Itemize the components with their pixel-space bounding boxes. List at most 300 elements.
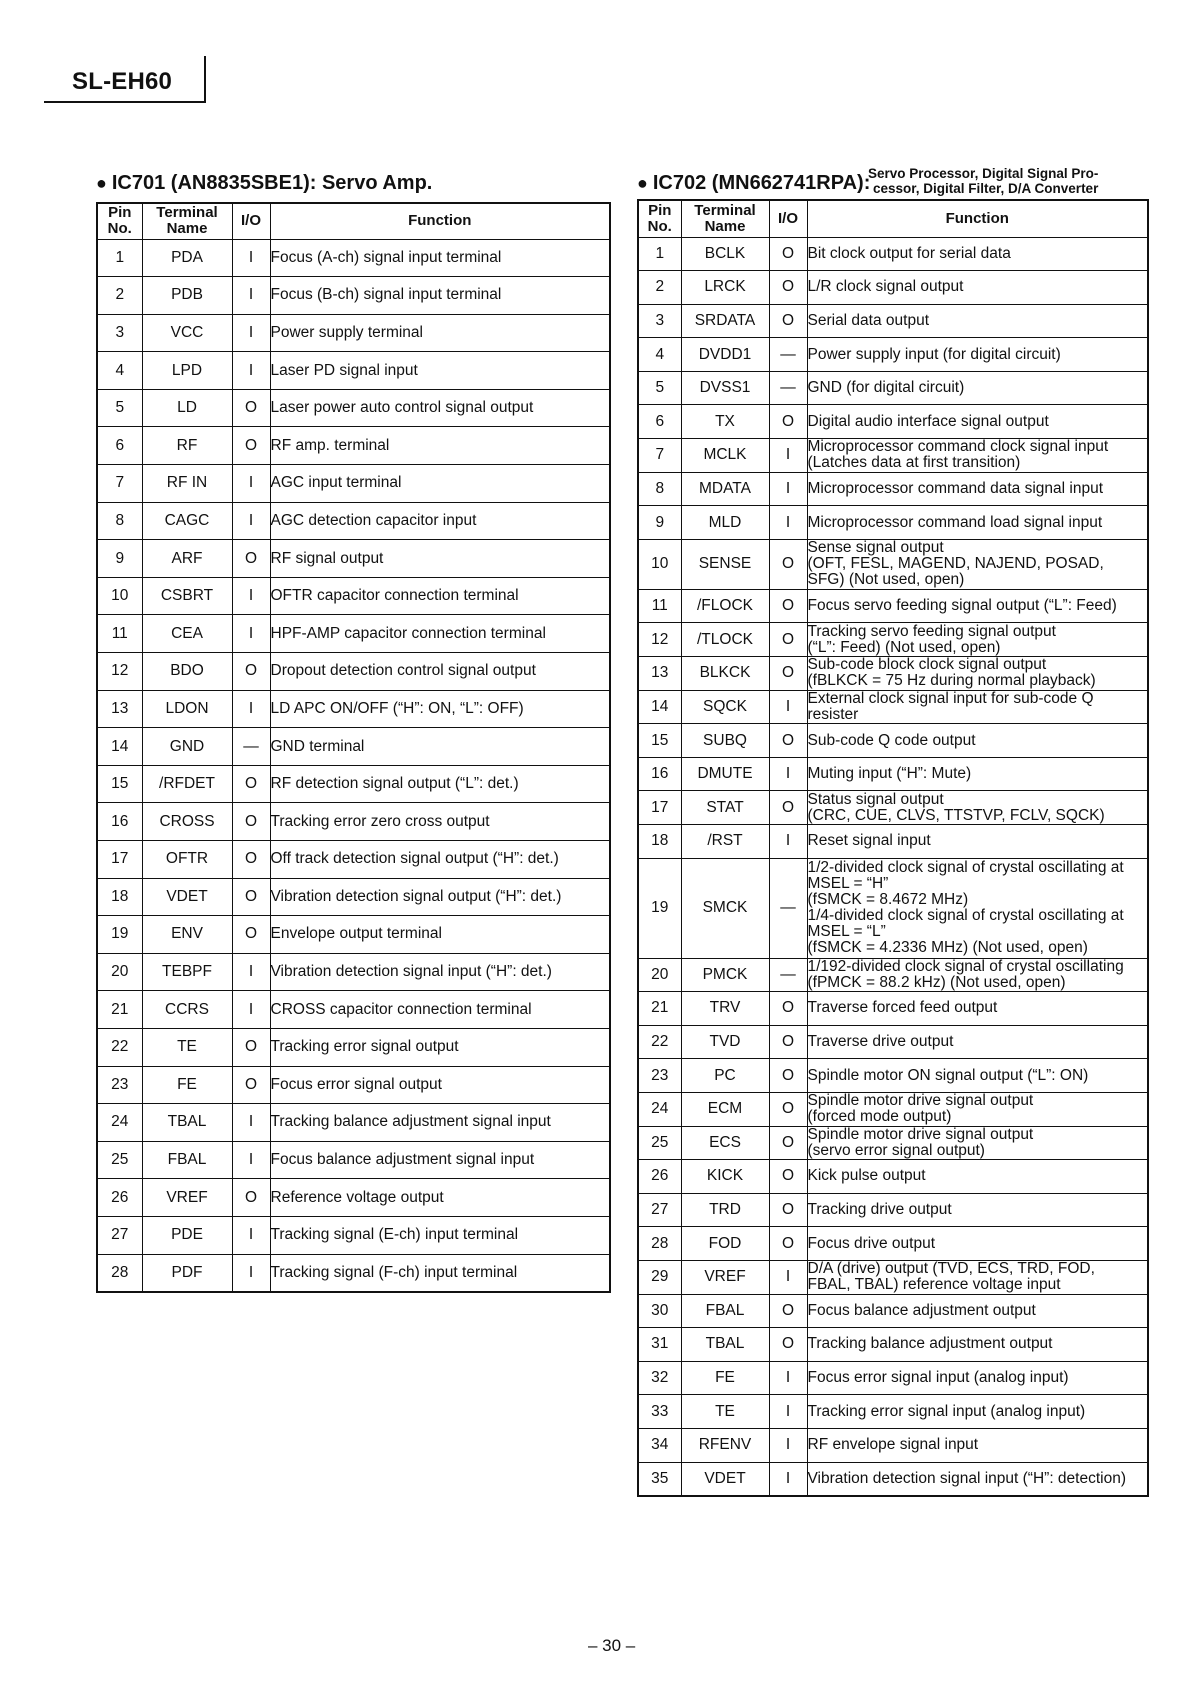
function-text: RF detection signal output (“L”: det.) bbox=[270, 775, 519, 793]
function-text: RF amp. terminal bbox=[270, 436, 390, 454]
function-text: L/R clock signal output bbox=[807, 278, 964, 296]
pin-no-cell: 10 bbox=[97, 577, 142, 615]
function-cell bbox=[807, 623, 1148, 657]
io-cell: O bbox=[769, 1193, 807, 1227]
function-cell bbox=[807, 539, 1148, 589]
function-text: Focus balance adjustment output bbox=[807, 1301, 1036, 1319]
function-cell bbox=[807, 405, 1148, 439]
table-row bbox=[97, 878, 610, 916]
terminal-name-cell: TVD bbox=[681, 1025, 769, 1059]
function-cell bbox=[807, 690, 1148, 724]
table-row bbox=[97, 765, 610, 803]
io-cell: O bbox=[769, 237, 807, 271]
function-text: Power supply terminal bbox=[270, 323, 423, 341]
function-cell bbox=[270, 352, 610, 390]
terminal-name-cell: GND bbox=[142, 728, 232, 766]
io-cell: O bbox=[769, 724, 807, 758]
io-cell: O bbox=[232, 427, 270, 465]
terminal-name-cell: CAGC bbox=[142, 502, 232, 540]
terminal-name-cell: STAT bbox=[681, 791, 769, 825]
function-text: (Latches data at first transition) bbox=[807, 454, 1021, 472]
table-row bbox=[638, 1059, 1148, 1093]
function-cell bbox=[270, 1179, 610, 1217]
io-cell: O bbox=[769, 791, 807, 825]
pin-no-cell: 11 bbox=[97, 615, 142, 653]
function-cell bbox=[807, 271, 1148, 305]
table-row bbox=[638, 724, 1148, 758]
function-cell bbox=[270, 1216, 610, 1254]
function-text: (servo error signal output) bbox=[807, 1141, 985, 1159]
io-cell: O bbox=[769, 1059, 807, 1093]
terminal-name-header: Terminal Name bbox=[681, 200, 769, 237]
bullet-icon: ● bbox=[637, 173, 648, 193]
table-row bbox=[638, 1160, 1148, 1194]
function-text: Focus (A-ch) signal input terminal bbox=[270, 248, 502, 266]
io-cell: — bbox=[769, 338, 807, 372]
terminal-name-cell: VREF bbox=[142, 1179, 232, 1217]
terminal-name-cell: TE bbox=[142, 1028, 232, 1066]
ic701-title bbox=[96, 172, 432, 194]
terminal-name-cell: RF IN bbox=[142, 465, 232, 503]
function-cell bbox=[270, 878, 610, 916]
function-text: HPF-AMP capacitor connection terminal bbox=[270, 624, 546, 642]
function-header: Function bbox=[807, 200, 1148, 237]
model-name: SL-EH60 bbox=[72, 68, 173, 95]
terminal-name-cell: ECS bbox=[681, 1126, 769, 1160]
io-cell: I bbox=[769, 506, 807, 540]
pin-no-cell: 16 bbox=[97, 803, 142, 841]
function-text: (fBLKCK = 75 Hz during normal playback) bbox=[807, 672, 1096, 690]
function-cell bbox=[270, 465, 610, 503]
terminal-name-cell: OFTR bbox=[142, 841, 232, 879]
table-row bbox=[638, 791, 1148, 825]
io-cell: I bbox=[769, 1260, 807, 1294]
table-row bbox=[97, 1028, 610, 1066]
function-text: (“L”: Feed) (Not used, open) bbox=[807, 638, 1001, 656]
function-header: Function bbox=[270, 203, 610, 239]
terminal-name-cell: PMCK bbox=[681, 958, 769, 992]
terminal-name-cell: ARF bbox=[142, 540, 232, 578]
function-cell bbox=[807, 1462, 1148, 1496]
function-text: Muting input (“H”: Mute) bbox=[807, 765, 972, 783]
pin-no-cell: 15 bbox=[97, 765, 142, 803]
table-row bbox=[638, 405, 1148, 439]
pin-no-cell: 19 bbox=[638, 858, 681, 958]
terminal-name-cell: CEA bbox=[142, 615, 232, 653]
io-header: I/O bbox=[769, 200, 807, 237]
function-text: Spindle motor drive signal output bbox=[807, 1125, 1034, 1143]
pin-no-cell: 2 bbox=[97, 277, 142, 315]
function-text: Envelope output terminal bbox=[270, 925, 442, 943]
function-cell bbox=[807, 1059, 1148, 1093]
ic702-title bbox=[637, 172, 870, 194]
function-cell bbox=[807, 1260, 1148, 1294]
function-text: Spindle motor ON signal output (“L”: ON) bbox=[807, 1066, 1089, 1084]
table-row bbox=[638, 589, 1148, 623]
terminal-name-cell: SMCK bbox=[681, 858, 769, 958]
terminal-name-cell: TRD bbox=[681, 1193, 769, 1227]
io-cell: I bbox=[232, 502, 270, 540]
io-cell: O bbox=[769, 1126, 807, 1160]
io-cell: O bbox=[232, 653, 270, 691]
function-cell bbox=[807, 237, 1148, 271]
function-text: (fSMCK = 4.2336 MHz) (Not used, open) bbox=[807, 939, 1088, 957]
function-text: Tracking servo feeding signal output bbox=[807, 622, 1056, 640]
pin-no-cell: 9 bbox=[97, 540, 142, 578]
function-text: Tracking signal (E-ch) input terminal bbox=[270, 1226, 519, 1244]
function-cell bbox=[807, 1328, 1148, 1362]
io-cell: O bbox=[769, 1025, 807, 1059]
pin-no-cell: 2 bbox=[638, 271, 681, 305]
pin-no-cell: 25 bbox=[638, 1126, 681, 1160]
table-row bbox=[97, 653, 610, 691]
function-cell bbox=[807, 1395, 1148, 1429]
terminal-name-cell: CSBRT bbox=[142, 577, 232, 615]
table-row bbox=[97, 239, 610, 277]
function-text: Status signal output bbox=[807, 790, 944, 808]
function-cell bbox=[807, 825, 1148, 859]
io-cell: O bbox=[769, 271, 807, 305]
table-row bbox=[638, 237, 1148, 271]
pin-no-cell: 29 bbox=[638, 1260, 681, 1294]
io-cell: I bbox=[232, 690, 270, 728]
io-cell: I bbox=[232, 953, 270, 991]
terminal-name-cell: LDON bbox=[142, 690, 232, 728]
table-row bbox=[97, 540, 610, 578]
pin-no-cell: 15 bbox=[638, 724, 681, 758]
table-row bbox=[97, 1254, 610, 1292]
terminal-name-cell: /FLOCK bbox=[681, 589, 769, 623]
pin-no-cell: 8 bbox=[97, 502, 142, 540]
io-cell: I bbox=[232, 352, 270, 390]
terminal-name-cell: RF bbox=[142, 427, 232, 465]
function-text: 1/192-divided clock signal of crystal oscillating bbox=[807, 957, 1124, 975]
terminal-name-header: Terminal Name bbox=[142, 203, 232, 239]
pin-no-cell: 18 bbox=[638, 825, 681, 859]
function-text: Kick pulse output bbox=[807, 1167, 926, 1185]
function-text: (fPMCK = 88.2 kHz) (Not used, open) bbox=[807, 973, 1066, 991]
pin-no-cell: 16 bbox=[638, 757, 681, 791]
pin-no-cell: 31 bbox=[638, 1328, 681, 1362]
io-cell: O bbox=[769, 539, 807, 589]
ic701-pin-table bbox=[96, 202, 611, 1293]
function-cell bbox=[807, 589, 1148, 623]
function-text: Focus error signal input (analog input) bbox=[807, 1369, 1069, 1387]
io-cell: — bbox=[769, 371, 807, 405]
table-row bbox=[638, 1227, 1148, 1261]
io-cell: O bbox=[232, 1066, 270, 1104]
pin-no-cell: 19 bbox=[97, 916, 142, 954]
function-text: LD APC ON/OFF (“H”: ON, “L”: OFF) bbox=[270, 699, 524, 717]
io-cell: O bbox=[232, 916, 270, 954]
pin-no-cell: 17 bbox=[97, 841, 142, 879]
function-text: Tracking error signal output bbox=[270, 1038, 459, 1056]
io-cell: O bbox=[769, 1328, 807, 1362]
function-cell bbox=[270, 577, 610, 615]
io-cell: I bbox=[232, 991, 270, 1029]
table-row bbox=[97, 465, 610, 503]
io-cell: I bbox=[769, 757, 807, 791]
io-cell: O bbox=[769, 1294, 807, 1328]
pin-no-cell: 3 bbox=[97, 314, 142, 352]
io-cell: O bbox=[769, 1227, 807, 1261]
pin-no-cell: 28 bbox=[638, 1227, 681, 1261]
table-row bbox=[638, 992, 1148, 1026]
function-text: FBAL, TBAL) reference voltage input bbox=[807, 1276, 1061, 1294]
terminal-name-cell: LPD bbox=[142, 352, 232, 390]
pin-no-cell: 1 bbox=[638, 237, 681, 271]
function-cell bbox=[270, 427, 610, 465]
function-cell bbox=[807, 472, 1148, 506]
ic702-description-line2: cessor, Digital Filter, D/A Converter bbox=[873, 181, 1099, 196]
table-header-row bbox=[638, 200, 1148, 237]
io-cell: O bbox=[232, 1028, 270, 1066]
table-row bbox=[97, 803, 610, 841]
ic702-description bbox=[868, 166, 1098, 196]
function-text: Digital audio interface signal output bbox=[807, 412, 1049, 430]
function-cell bbox=[270, 991, 610, 1029]
table-row bbox=[638, 1328, 1148, 1362]
io-cell: — bbox=[769, 858, 807, 958]
terminal-name-cell: DVDD1 bbox=[681, 338, 769, 372]
terminal-name-cell: PDA bbox=[142, 239, 232, 277]
function-text: Tracking signal (F-ch) input terminal bbox=[270, 1263, 518, 1281]
table-row bbox=[638, 958, 1148, 992]
io-cell: O bbox=[232, 765, 270, 803]
io-cell: I bbox=[769, 439, 807, 473]
io-cell: O bbox=[232, 389, 270, 427]
table-row bbox=[638, 690, 1148, 724]
function-cell bbox=[270, 1066, 610, 1104]
io-cell: I bbox=[232, 239, 270, 277]
function-cell bbox=[270, 389, 610, 427]
pin-no-cell: 20 bbox=[97, 953, 142, 991]
function-cell bbox=[807, 1126, 1148, 1160]
terminal-name-cell: TBAL bbox=[142, 1104, 232, 1142]
pin-no-cell: 18 bbox=[97, 878, 142, 916]
pin-no-cell: 13 bbox=[638, 657, 681, 691]
terminal-name-cell: /RST bbox=[681, 825, 769, 859]
function-text: GND terminal bbox=[270, 737, 365, 755]
function-cell bbox=[807, 439, 1148, 473]
io-cell: I bbox=[769, 1428, 807, 1462]
table-row bbox=[638, 757, 1148, 791]
table-row bbox=[638, 1092, 1148, 1126]
io-cell: I bbox=[232, 577, 270, 615]
io-cell: I bbox=[232, 314, 270, 352]
function-text: (CRC, CUE, CLVS, TTSTVP, FCLV, SQCK) bbox=[807, 806, 1105, 824]
table-row bbox=[97, 577, 610, 615]
pin-no-cell: 23 bbox=[638, 1059, 681, 1093]
io-cell: O bbox=[769, 304, 807, 338]
table-row bbox=[638, 1025, 1148, 1059]
terminal-name-cell: BDO bbox=[142, 653, 232, 691]
function-text: Vibration detection signal output (“H”: det.) bbox=[270, 887, 562, 905]
table-row bbox=[97, 389, 610, 427]
table-row bbox=[638, 439, 1148, 473]
pin-no-cell: 17 bbox=[638, 791, 681, 825]
table-row bbox=[97, 1104, 610, 1142]
pin-no-cell: 9 bbox=[638, 506, 681, 540]
function-cell bbox=[270, 728, 610, 766]
function-cell bbox=[807, 1092, 1148, 1126]
table-row bbox=[97, 427, 610, 465]
function-text: Microprocessor command clock signal input bbox=[807, 438, 1109, 456]
pin-no-header: Pin No. bbox=[638, 200, 681, 237]
io-cell: I bbox=[769, 825, 807, 859]
function-text: MSEL = “H” bbox=[807, 875, 889, 893]
function-text: Tracking drive output bbox=[807, 1201, 952, 1219]
terminal-name-cell: TBAL bbox=[681, 1328, 769, 1362]
pin-no-cell: 30 bbox=[638, 1294, 681, 1328]
table-row bbox=[97, 1141, 610, 1179]
function-cell bbox=[807, 992, 1148, 1026]
pin-no-cell: 1 bbox=[97, 239, 142, 277]
terminal-name-cell: ENV bbox=[142, 916, 232, 954]
function-cell bbox=[807, 724, 1148, 758]
terminal-name-cell: FE bbox=[681, 1361, 769, 1395]
table-row bbox=[97, 1216, 610, 1254]
terminal-name-cell: TX bbox=[681, 405, 769, 439]
table-row bbox=[97, 1179, 610, 1217]
function-text: Sub-code block clock signal output bbox=[807, 656, 1047, 674]
io-cell: O bbox=[232, 540, 270, 578]
function-text: RF envelope signal input bbox=[807, 1436, 979, 1454]
io-cell: — bbox=[232, 728, 270, 766]
io-cell: I bbox=[232, 615, 270, 653]
function-text: CROSS capacitor connection terminal bbox=[270, 1000, 532, 1018]
io-cell: I bbox=[232, 1104, 270, 1142]
table-row bbox=[638, 657, 1148, 691]
terminal-name-cell: VCC bbox=[142, 314, 232, 352]
table-row bbox=[97, 916, 610, 954]
function-cell bbox=[270, 1141, 610, 1179]
pin-no-cell: 26 bbox=[638, 1160, 681, 1194]
pin-no-cell: 22 bbox=[97, 1028, 142, 1066]
io-cell: O bbox=[769, 405, 807, 439]
function-text: 1/4-divided clock signal of crystal oscillating at bbox=[807, 907, 1124, 925]
pin-no-cell: 21 bbox=[638, 992, 681, 1026]
terminal-name-cell: SRDATA bbox=[681, 304, 769, 338]
function-cell bbox=[270, 502, 610, 540]
pin-no-cell: 12 bbox=[97, 653, 142, 691]
io-cell: — bbox=[769, 958, 807, 992]
io-cell: I bbox=[232, 465, 270, 503]
function-text: RF signal output bbox=[270, 549, 384, 567]
terminal-name-cell: FBAL bbox=[142, 1141, 232, 1179]
table-row bbox=[638, 1193, 1148, 1227]
pin-no-cell: 26 bbox=[97, 1179, 142, 1217]
pin-no-cell: 34 bbox=[638, 1428, 681, 1462]
function-text: (fSMCK = 8.4672 MHz) bbox=[807, 891, 969, 909]
pin-no-cell: 10 bbox=[638, 539, 681, 589]
function-text: Serial data output bbox=[807, 311, 930, 329]
function-text: Tracking balance adjustment signal input bbox=[270, 1113, 551, 1131]
function-text: Sub-code Q code output bbox=[807, 731, 976, 749]
terminal-name-cell: LD bbox=[142, 389, 232, 427]
io-cell: I bbox=[232, 1254, 270, 1292]
bullet-icon: ● bbox=[96, 173, 107, 193]
table-row bbox=[97, 615, 610, 653]
table-row bbox=[97, 728, 610, 766]
table-row bbox=[638, 506, 1148, 540]
function-text: Laser power auto control signal output bbox=[270, 399, 534, 417]
function-cell bbox=[270, 277, 610, 315]
io-cell: I bbox=[232, 1216, 270, 1254]
function-text: Microprocessor command load signal input bbox=[807, 513, 1103, 531]
io-cell: O bbox=[769, 992, 807, 1026]
table-row bbox=[638, 338, 1148, 372]
function-text: D/A (drive) output (TVD, ECS, TRD, FOD, bbox=[807, 1260, 1095, 1278]
table-row bbox=[97, 502, 610, 540]
function-text: Laser PD signal input bbox=[270, 361, 418, 379]
pin-no-cell: 14 bbox=[97, 728, 142, 766]
function-cell bbox=[270, 239, 610, 277]
io-cell: O bbox=[232, 841, 270, 879]
function-cell bbox=[270, 540, 610, 578]
pin-no-cell: 24 bbox=[97, 1104, 142, 1142]
function-text: MSEL = “L” bbox=[807, 923, 886, 941]
function-text: Focus balance adjustment signal input bbox=[270, 1151, 535, 1169]
function-cell bbox=[270, 1028, 610, 1066]
terminal-name-cell: TEBPF bbox=[142, 953, 232, 991]
function-cell bbox=[270, 765, 610, 803]
pin-no-cell: 32 bbox=[638, 1361, 681, 1395]
pin-no-header: Pin No. bbox=[97, 203, 142, 239]
function-cell bbox=[807, 1160, 1148, 1194]
terminal-name-cell: RFENV bbox=[681, 1428, 769, 1462]
function-cell bbox=[270, 916, 610, 954]
ic702-pin-table bbox=[637, 199, 1149, 1497]
function-text: OFTR capacitor connection terminal bbox=[270, 587, 519, 605]
function-text: Power supply input (for digital circuit) bbox=[807, 345, 1061, 363]
function-cell bbox=[807, 1025, 1148, 1059]
function-cell bbox=[270, 690, 610, 728]
pin-no-cell: 13 bbox=[97, 690, 142, 728]
function-text: Focus servo feeding signal output (“L”: Feed) bbox=[807, 597, 1117, 615]
table-row bbox=[638, 1428, 1148, 1462]
terminal-name-cell: TE bbox=[681, 1395, 769, 1429]
function-cell bbox=[270, 803, 610, 841]
terminal-name-cell: VDET bbox=[681, 1462, 769, 1496]
io-cell: I bbox=[769, 1395, 807, 1429]
function-text: 1/2-divided clock signal of crystal oscillating at bbox=[807, 859, 1124, 877]
io-cell: I bbox=[769, 1361, 807, 1395]
terminal-name-cell: VREF bbox=[681, 1260, 769, 1294]
io-cell: O bbox=[769, 623, 807, 657]
function-text: Bit clock output for serial data bbox=[807, 244, 1011, 262]
function-cell bbox=[807, 506, 1148, 540]
function-cell bbox=[270, 953, 610, 991]
function-cell bbox=[807, 657, 1148, 691]
function-text: Microprocessor command data signal input bbox=[807, 479, 1103, 497]
table-row bbox=[97, 841, 610, 879]
terminal-name-cell: FBAL bbox=[681, 1294, 769, 1328]
function-cell bbox=[807, 371, 1148, 405]
pin-no-cell: 24 bbox=[638, 1092, 681, 1126]
pin-no-cell: 5 bbox=[97, 389, 142, 427]
io-cell: I bbox=[769, 690, 807, 724]
function-text: SFG) (Not used, open) bbox=[807, 571, 965, 589]
table-header-row bbox=[97, 203, 610, 239]
pin-no-cell: 8 bbox=[638, 472, 681, 506]
io-cell: I bbox=[232, 277, 270, 315]
terminal-name-cell: CCRS bbox=[142, 991, 232, 1029]
terminal-name-cell: ECM bbox=[681, 1092, 769, 1126]
function-text: Tracking error signal input (analog input) bbox=[807, 1402, 1086, 1420]
pin-no-cell: 27 bbox=[97, 1216, 142, 1254]
terminal-name-cell: PDE bbox=[142, 1216, 232, 1254]
